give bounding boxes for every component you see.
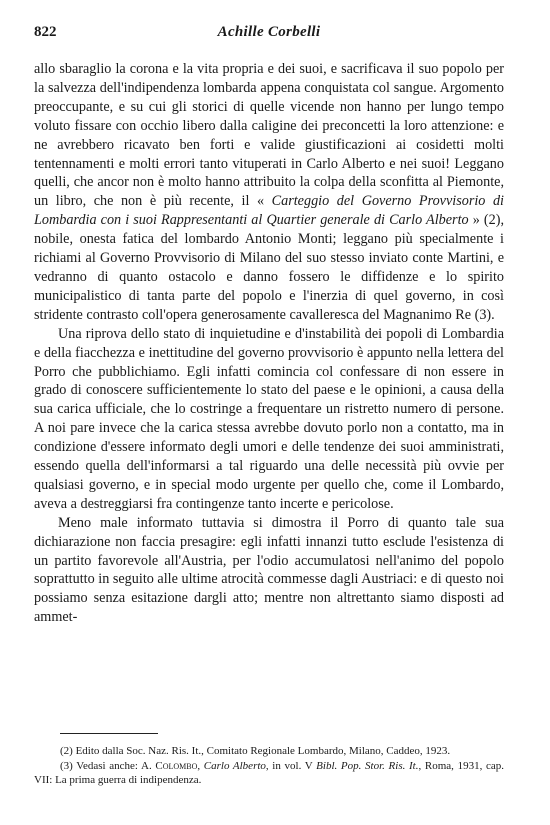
footnote-3-text: (3) Vedasi anche: A. bbox=[60, 759, 156, 772]
footnote-3-text-cont: , in vol. V bbox=[265, 759, 317, 772]
paragraph-1 bbox=[34, 60, 504, 325]
footnote-3-text-end: , Roma, 1931, cap. VII: La prima guerra di indipendenza. bbox=[34, 759, 504, 787]
paragraph-1-text: allo sbaraglio la corona e la vita propria e dei suoi, e sacrificava il suo popolo per la salvezza dell'indipendenza lombarda appena conquistata col sangue. Argomento preoccupante, e su cui gli storici di quelle vicende non hanno per lungo tempo voluto fissare con occhio libero dalla caligine dei preconcetti la loro attenzione: e ne avrebbero ricavato ben forti e valide giustificazioni ai cosidetti molti tentennamenti e molti errori tanto vituperati in Carlo Alberto e nei suoi! Leggano quelli, che ancor non è molto hanno attribuito la colpa della sconfitta al Piemonte, un libro, che non è più recente, il « bbox=[34, 61, 504, 210]
cited-title: Carteggio del Governo Provvisorio di Lombardia con i suoi Rappresentanti al Quartier generale di Carlo Alberto bbox=[34, 193, 505, 229]
paragraph-3: Meno male informato tuttavia si dimostra il Porro di quanto tale sua dichiarazione non faccia presagire: egli infatti innanzi tutto esclude l'esistenza di un partito favorevole all'Austria, per l'odio accumulatosi nell'animo del popolo soprattutto in seguito alle ultime atrocità commesse dagli Austriaci: e di questo noi possiamo senza esitazione dargli atto; mentre non altrettanto siamo disposti ad ammet- bbox=[34, 514, 504, 626]
page-header bbox=[34, 24, 504, 46]
footnote-3-sep: , bbox=[197, 759, 204, 772]
paragraph-1-text-cont: » (2), nobile, onesta fatica del lombardo Antonio Monti; leggano più specialmente i richiami al Governo Provvisorio di Milano del suo stesso inviato conte Martini, e vedranno di quanto ostacolo e danno fossero le diffidenze e lo spirito municipalistico di tanta parte del popolo e l'inerzia di quel governo, in così stridente contrasto coll'opera generosamente cavalleresca del Magnanimo Re (3). bbox=[34, 212, 505, 323]
footnote-rule bbox=[60, 733, 158, 734]
footnote-3 bbox=[34, 759, 504, 788]
footnote-3-work: Carlo Alberto bbox=[203, 759, 266, 772]
footnote-2: (2) Edito dalla Soc. Naz. Ris. It., Comitato Regionale Lombardo, Milano, Caddeo, 1923. bbox=[60, 745, 451, 757]
footnote-3-author: Colombo bbox=[155, 759, 198, 772]
footnotes bbox=[34, 744, 504, 788]
page-number: 822 bbox=[34, 24, 57, 40]
footnote-3-journal: Bibl. Pop. Stor. Ris. It. bbox=[316, 759, 419, 772]
paragraph-2: Una riprova dello stato di inquietudine e d'instabilità dei popoli di Lombardia e della fiacchezza e inettitudine del governo provvisorio è appunto nella lettera del Porro che pubblichiamo. Egli infatti comincia col confessare di non essere in grado di conoscere sufficientemente lo stato del paese e le opinioni, a causa della sua carica ufficiale, che lo costringe a frequentare un ristretto numero di persone. A noi pare invece che la carica stessa avrebbe dovuto porlo non a contatto, ma in condizione d'essere informato degli umori e delle tendenze dei suoi amministrati, essendo quella dell'informarsi a tal riguardo una delle necessità più ovvie per qualsiasi governo, e in special modo urgente per quello che, come il Lombardo, aveva a destreggiarsi fra contingenze tanto incerte e pericolose. bbox=[34, 325, 504, 512]
body-text bbox=[34, 60, 504, 627]
running-head: Achille Corbelli bbox=[217, 24, 321, 40]
